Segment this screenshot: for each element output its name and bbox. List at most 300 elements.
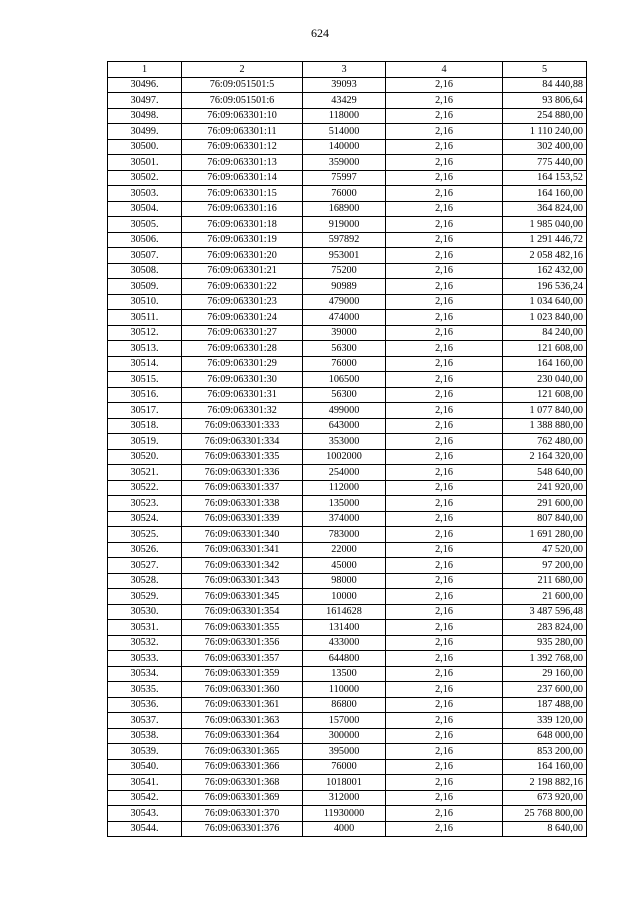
table-cell: 97 200,00 — [503, 558, 587, 574]
table-cell: 76:09:063301:29 — [182, 356, 303, 372]
table-cell: 76:09:063301:368 — [182, 775, 303, 791]
table-cell: 76:09:063301:23 — [182, 294, 303, 310]
table-cell: 76:09:063301:333 — [182, 418, 303, 434]
table-cell: 30540. — [108, 759, 182, 775]
table-row — [108, 682, 587, 698]
table-cell: 121 608,00 — [503, 387, 587, 403]
table-cell: 4000 — [303, 821, 386, 837]
table-cell: 254 880,00 — [503, 108, 587, 124]
table-cell: 2,16 — [386, 139, 503, 155]
table-cell: 131400 — [303, 620, 386, 636]
table-cell: 93 806,64 — [503, 93, 587, 109]
column-header: 5 — [503, 62, 587, 78]
table-cell: 76:09:063301:16 — [182, 201, 303, 217]
table-cell: 30504. — [108, 201, 182, 217]
table-cell: 30499. — [108, 124, 182, 140]
table-cell: 2,16 — [386, 604, 503, 620]
table-cell: 2,16 — [386, 806, 503, 822]
table-cell: 644800 — [303, 651, 386, 667]
table-row — [108, 496, 587, 512]
column-header: 1 — [108, 62, 182, 78]
table-cell: 339 120,00 — [503, 713, 587, 729]
table-cell: 157000 — [303, 713, 386, 729]
table-cell: 2,16 — [386, 294, 503, 310]
table-cell: 2,16 — [386, 744, 503, 760]
table-cell: 76:09:063301:339 — [182, 511, 303, 527]
table-cell: 2,16 — [386, 124, 503, 140]
table-cell: 75997 — [303, 170, 386, 186]
table-cell: 76000 — [303, 356, 386, 372]
table-cell: 474000 — [303, 310, 386, 326]
column-header: 3 — [303, 62, 386, 78]
table-cell: 76:09:063301:361 — [182, 697, 303, 713]
table-cell: 22000 — [303, 542, 386, 558]
table-cell: 76:09:063301:335 — [182, 449, 303, 465]
table-cell: 118000 — [303, 108, 386, 124]
table-cell: 29 160,00 — [503, 666, 587, 682]
table-row — [108, 542, 587, 558]
table-cell: 76:09:063301:342 — [182, 558, 303, 574]
table-cell: 499000 — [303, 403, 386, 419]
table-cell: 56300 — [303, 387, 386, 403]
table-cell: 84 440,88 — [503, 77, 587, 93]
table-cell: 76:09:063301:28 — [182, 341, 303, 357]
table-cell: 162 432,00 — [503, 263, 587, 279]
table-cell: 76:09:063301:356 — [182, 635, 303, 651]
table-row — [108, 341, 587, 357]
table-cell: 2,16 — [386, 310, 503, 326]
table-cell: 30498. — [108, 108, 182, 124]
table-cell: 76:09:063301:20 — [182, 248, 303, 264]
table-cell: 241 920,00 — [503, 480, 587, 496]
table-cell: 30536. — [108, 697, 182, 713]
table-row — [108, 325, 587, 341]
table-cell: 76:09:063301:359 — [182, 666, 303, 682]
table-cell: 2,16 — [386, 682, 503, 698]
table-cell: 76:09:063301:338 — [182, 496, 303, 512]
table-row — [108, 620, 587, 636]
table-row — [108, 310, 587, 326]
table-cell: 76:09:063301:21 — [182, 263, 303, 279]
table-cell: 1 110 240,00 — [503, 124, 587, 140]
table-cell: 433000 — [303, 635, 386, 651]
table-cell: 2,16 — [386, 93, 503, 109]
table-cell: 164 160,00 — [503, 186, 587, 202]
table-cell: 2,16 — [386, 651, 503, 667]
table-cell: 30538. — [108, 728, 182, 744]
table-cell: 45000 — [303, 558, 386, 574]
table-cell: 76:09:063301:32 — [182, 403, 303, 419]
table-cell: 2,16 — [386, 341, 503, 357]
table-cell: 30520. — [108, 449, 182, 465]
table-cell: 30534. — [108, 666, 182, 682]
table-row — [108, 201, 587, 217]
table-row — [108, 589, 587, 605]
table-cell: 76:09:063301:337 — [182, 480, 303, 496]
header-row — [108, 62, 587, 78]
table-cell: 21 600,00 — [503, 589, 587, 605]
table-cell: 76:09:063301:370 — [182, 806, 303, 822]
page-number: 624 — [311, 26, 329, 40]
table-cell: 364 824,00 — [503, 201, 587, 217]
table-cell: 2,16 — [386, 108, 503, 124]
table-cell: 196 536,24 — [503, 279, 587, 295]
table-row — [108, 263, 587, 279]
table-cell: 783000 — [303, 527, 386, 543]
table-cell: 76000 — [303, 759, 386, 775]
table-cell: 39093 — [303, 77, 386, 93]
table-cell: 84 240,00 — [503, 325, 587, 341]
table-row — [108, 635, 587, 651]
table-cell: 11930000 — [303, 806, 386, 822]
table-cell: 30525. — [108, 527, 182, 543]
table-row — [108, 77, 587, 93]
table-cell: 300000 — [303, 728, 386, 744]
table-cell: 30511. — [108, 310, 182, 326]
table-cell: 30537. — [108, 713, 182, 729]
table-row — [108, 279, 587, 295]
table-cell: 211 680,00 — [503, 573, 587, 589]
table-cell: 187 488,00 — [503, 697, 587, 713]
table-cell: 2,16 — [386, 465, 503, 481]
table-cell: 164 153,52 — [503, 170, 587, 186]
table-cell: 953001 — [303, 248, 386, 264]
table-cell: 1 392 768,00 — [503, 651, 587, 667]
table-row — [108, 511, 587, 527]
table-cell: 76:09:063301:18 — [182, 217, 303, 233]
table-row — [108, 387, 587, 403]
table-cell: 30519. — [108, 434, 182, 450]
table-cell: 76:09:051501:5 — [182, 77, 303, 93]
table-cell: 514000 — [303, 124, 386, 140]
table-row — [108, 294, 587, 310]
table-cell: 30533. — [108, 651, 182, 667]
table-cell: 2,16 — [386, 496, 503, 512]
table-cell: 30508. — [108, 263, 182, 279]
table-cell: 2,16 — [386, 697, 503, 713]
table-cell: 775 440,00 — [503, 155, 587, 171]
table-cell: 2,16 — [386, 263, 503, 279]
table-row — [108, 434, 587, 450]
table-cell: 76:09:063301:340 — [182, 527, 303, 543]
table-cell: 76:09:063301:355 — [182, 620, 303, 636]
table-cell: 76:09:063301:357 — [182, 651, 303, 667]
table-row — [108, 790, 587, 806]
table-row — [108, 744, 587, 760]
table-cell: 1 388 880,00 — [503, 418, 587, 434]
table-cell: 30523. — [108, 496, 182, 512]
table-cell: 168900 — [303, 201, 386, 217]
table-cell: 548 640,00 — [503, 465, 587, 481]
table-cell: 30512. — [108, 325, 182, 341]
table-cell: 673 920,00 — [503, 790, 587, 806]
table-cell: 2,16 — [386, 573, 503, 589]
table-cell: 2 198 882,16 — [503, 775, 587, 791]
table-cell: 76:09:063301:19 — [182, 232, 303, 248]
table-cell: 2,16 — [386, 821, 503, 837]
table-row — [108, 108, 587, 124]
table-row — [108, 248, 587, 264]
table-cell: 76:09:063301:364 — [182, 728, 303, 744]
table-cell: 2,16 — [386, 77, 503, 93]
table-cell: 3 487 596,48 — [503, 604, 587, 620]
table-cell: 30496. — [108, 77, 182, 93]
table-row — [108, 217, 587, 233]
table-row — [108, 155, 587, 171]
table-row — [108, 713, 587, 729]
table-cell: 76:09:063301:13 — [182, 155, 303, 171]
table-header — [108, 62, 587, 78]
table-row — [108, 232, 587, 248]
table-cell: 30516. — [108, 387, 182, 403]
table-cell: 1614628 — [303, 604, 386, 620]
table-cell: 2,16 — [386, 713, 503, 729]
table-cell: 807 840,00 — [503, 511, 587, 527]
table-cell: 291 600,00 — [503, 496, 587, 512]
table-cell: 30503. — [108, 186, 182, 202]
table-cell: 643000 — [303, 418, 386, 434]
table-cell: 76:09:063301:363 — [182, 713, 303, 729]
data-table — [107, 61, 587, 837]
table-cell: 919000 — [303, 217, 386, 233]
table-cell: 353000 — [303, 434, 386, 450]
table-cell: 302 400,00 — [503, 139, 587, 155]
table-cell: 237 600,00 — [503, 682, 587, 698]
table-row — [108, 558, 587, 574]
table-cell: 112000 — [303, 480, 386, 496]
table-cell: 2,16 — [386, 511, 503, 527]
table-cell: 2,16 — [386, 558, 503, 574]
table-cell: 2,16 — [386, 325, 503, 341]
table-cell: 76:09:063301:11 — [182, 124, 303, 140]
column-header: 2 — [182, 62, 303, 78]
table-cell: 2,16 — [386, 248, 503, 264]
table-cell: 2,16 — [386, 201, 503, 217]
table-cell: 75200 — [303, 263, 386, 279]
table-cell: 39000 — [303, 325, 386, 341]
table-cell: 47 520,00 — [503, 542, 587, 558]
table-cell: 86800 — [303, 697, 386, 713]
table-cell: 283 824,00 — [503, 620, 587, 636]
table-cell: 30532. — [108, 635, 182, 651]
table-cell: 2,16 — [386, 434, 503, 450]
table-cell: 76:09:063301:366 — [182, 759, 303, 775]
table-cell: 30501. — [108, 155, 182, 171]
table-row — [108, 666, 587, 682]
table-cell: 359000 — [303, 155, 386, 171]
table-row — [108, 418, 587, 434]
table-cell: 2,16 — [386, 387, 503, 403]
table-cell: 76:09:063301:14 — [182, 170, 303, 186]
table-row — [108, 356, 587, 372]
table-cell: 312000 — [303, 790, 386, 806]
table-row — [108, 573, 587, 589]
table-cell: 30514. — [108, 356, 182, 372]
table-cell: 30535. — [108, 682, 182, 698]
table-cell: 30530. — [108, 604, 182, 620]
table-cell: 1018001 — [303, 775, 386, 791]
table-cell: 76:09:063301:376 — [182, 821, 303, 837]
table-cell: 2,16 — [386, 170, 503, 186]
table-body — [108, 77, 587, 837]
table-cell: 2,16 — [386, 418, 503, 434]
table-cell: 2,16 — [386, 666, 503, 682]
table-cell: 30529. — [108, 589, 182, 605]
table-row — [108, 186, 587, 202]
table-cell: 76:09:063301:22 — [182, 279, 303, 295]
table-row — [108, 806, 587, 822]
table-cell: 2,16 — [386, 589, 503, 605]
table-cell: 2,16 — [386, 620, 503, 636]
table-cell: 56300 — [303, 341, 386, 357]
table-row — [108, 480, 587, 496]
table-row — [108, 697, 587, 713]
table-cell: 30542. — [108, 790, 182, 806]
table-cell: 30544. — [108, 821, 182, 837]
table-cell: 76:09:063301:31 — [182, 387, 303, 403]
table-cell: 76:09:051501:6 — [182, 93, 303, 109]
table-cell: 76:09:063301:345 — [182, 589, 303, 605]
table-cell: 76000 — [303, 186, 386, 202]
table-cell: 2,16 — [386, 356, 503, 372]
table-cell: 30524. — [108, 511, 182, 527]
table-cell: 2,16 — [386, 527, 503, 543]
table-cell: 479000 — [303, 294, 386, 310]
table-cell: 30543. — [108, 806, 182, 822]
table-cell: 30507. — [108, 248, 182, 264]
table-cell: 121 608,00 — [503, 341, 587, 357]
table-cell: 8 640,00 — [503, 821, 587, 837]
table-cell: 762 480,00 — [503, 434, 587, 450]
table-cell: 43429 — [303, 93, 386, 109]
table-row — [108, 449, 587, 465]
table-cell: 76:09:063301:10 — [182, 108, 303, 124]
table-row — [108, 821, 587, 837]
table-cell: 30526. — [108, 542, 182, 558]
table-cell: 13500 — [303, 666, 386, 682]
table-cell: 2,16 — [386, 403, 503, 419]
table-cell: 76:09:063301:354 — [182, 604, 303, 620]
table-cell: 2,16 — [386, 635, 503, 651]
table-cell: 1 691 280,00 — [503, 527, 587, 543]
table-cell: 10000 — [303, 589, 386, 605]
table-cell: 2,16 — [386, 449, 503, 465]
table-cell: 76:09:063301:343 — [182, 573, 303, 589]
table-cell: 98000 — [303, 573, 386, 589]
table-row — [108, 403, 587, 419]
table-cell: 2,16 — [386, 775, 503, 791]
table-cell: 90989 — [303, 279, 386, 295]
table-cell: 230 040,00 — [503, 372, 587, 388]
table-cell: 1 077 840,00 — [503, 403, 587, 419]
table-cell: 76:09:063301:341 — [182, 542, 303, 558]
column-header: 4 — [386, 62, 503, 78]
table-cell: 1 291 446,72 — [503, 232, 587, 248]
table-row — [108, 124, 587, 140]
table-cell: 254000 — [303, 465, 386, 481]
table-cell: 135000 — [303, 496, 386, 512]
table-cell: 76:09:063301:27 — [182, 325, 303, 341]
table-cell: 648 000,00 — [503, 728, 587, 744]
table-cell: 30518. — [108, 418, 182, 434]
table-row — [108, 93, 587, 109]
table-row — [108, 170, 587, 186]
table-cell: 30528. — [108, 573, 182, 589]
table-cell: 25 768 800,00 — [503, 806, 587, 822]
table-cell: 2,16 — [386, 480, 503, 496]
table-row — [108, 139, 587, 155]
table-cell: 1 985 040,00 — [503, 217, 587, 233]
table-cell: 30522. — [108, 480, 182, 496]
table-cell: 30541. — [108, 775, 182, 791]
table-cell: 30527. — [108, 558, 182, 574]
table-cell: 30513. — [108, 341, 182, 357]
table-cell: 2,16 — [386, 542, 503, 558]
table-cell: 853 200,00 — [503, 744, 587, 760]
table-cell: 1002000 — [303, 449, 386, 465]
table-cell: 395000 — [303, 744, 386, 760]
table-cell: 2,16 — [386, 186, 503, 202]
table-cell: 2,16 — [386, 759, 503, 775]
table-row — [108, 728, 587, 744]
table-cell: 30510. — [108, 294, 182, 310]
table-cell: 935 280,00 — [503, 635, 587, 651]
table-cell: 2,16 — [386, 790, 503, 806]
table-cell: 110000 — [303, 682, 386, 698]
table-cell: 30505. — [108, 217, 182, 233]
table-cell: 30497. — [108, 93, 182, 109]
table-cell: 76:09:063301:24 — [182, 310, 303, 326]
table-cell: 2,16 — [386, 279, 503, 295]
table-cell: 164 160,00 — [503, 759, 587, 775]
table-cell: 76:09:063301:369 — [182, 790, 303, 806]
table-cell: 76:09:063301:336 — [182, 465, 303, 481]
table-row — [108, 527, 587, 543]
table-cell: 2,16 — [386, 217, 503, 233]
table-cell: 2,16 — [386, 155, 503, 171]
table-cell: 1 023 840,00 — [503, 310, 587, 326]
table-cell: 30509. — [108, 279, 182, 295]
table-cell: 2 164 320,00 — [503, 449, 587, 465]
table-cell: 140000 — [303, 139, 386, 155]
table-cell: 106500 — [303, 372, 386, 388]
table-cell: 2,16 — [386, 372, 503, 388]
table-cell: 30502. — [108, 170, 182, 186]
table-row — [108, 759, 587, 775]
table-row — [108, 604, 587, 620]
table-cell: 76:09:063301:30 — [182, 372, 303, 388]
table-row — [108, 651, 587, 667]
table-row — [108, 372, 587, 388]
table-cell: 597892 — [303, 232, 386, 248]
table-cell: 30500. — [108, 139, 182, 155]
table-cell: 30506. — [108, 232, 182, 248]
table-cell: 30531. — [108, 620, 182, 636]
table-row — [108, 465, 587, 481]
table-cell: 76:09:063301:12 — [182, 139, 303, 155]
table-cell: 76:09:063301:334 — [182, 434, 303, 450]
table-cell: 374000 — [303, 511, 386, 527]
table-cell: 30515. — [108, 372, 182, 388]
table-cell: 1 034 640,00 — [503, 294, 587, 310]
table-cell: 30517. — [108, 403, 182, 419]
table-cell: 76:09:063301:365 — [182, 744, 303, 760]
table-cell: 2,16 — [386, 232, 503, 248]
table-cell: 30539. — [108, 744, 182, 760]
table-cell: 76:09:063301:15 — [182, 186, 303, 202]
table-cell: 164 160,00 — [503, 356, 587, 372]
table-cell: 2,16 — [386, 728, 503, 744]
